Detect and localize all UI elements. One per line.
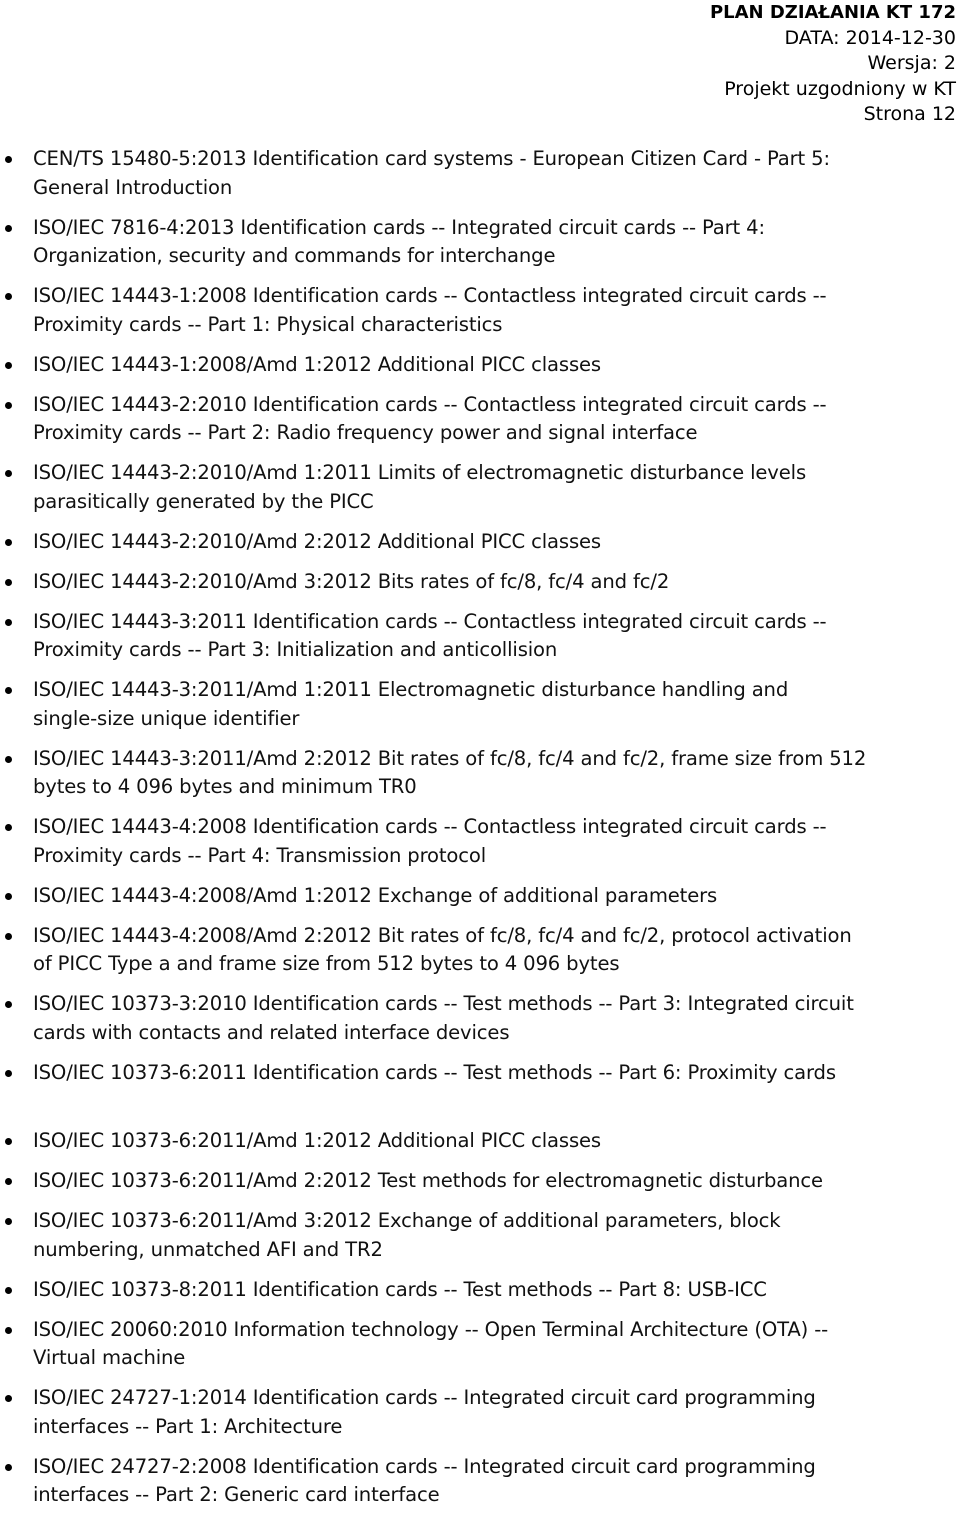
- bullet-icon: [5, 1178, 12, 1185]
- bullet-icon: [5, 293, 12, 300]
- list-item-text: ISO/IEC 24727-1:2014 Identification cards -- Integrated circuit card programming interfaces -- Part 1: Architecture: [33, 1386, 816, 1438]
- bullet-icon: [5, 619, 12, 626]
- list-item-text: ISO/IEC 14443-4:2008 Identification cards -- Contactless integrated circuit cards -- Proximity cards -- Part 4: Transmission protocol: [33, 815, 827, 867]
- list-item: [0, 568, 960, 597]
- document-date: DATA: 2014-12-30: [784, 26, 956, 49]
- list-item: [0, 145, 960, 202]
- list-item-text: ISO/IEC 14443-1:2008/Amd 1:2012 Additional PICC classes: [33, 352, 601, 376]
- bullet-icon: [5, 1218, 12, 1225]
- list-item-text: ISO/IEC 14443-3:2011 Identification cards -- Contactless integrated circuit cards -- Proximity cards -- Part 3: Initialization and anticollision: [33, 609, 827, 661]
- list-item-text: ISO/IEC 14443-4:2008/Amd 1:2012 Exchange of additional parameters: [33, 883, 718, 907]
- list-item-text: ISO/IEC 14443-3:2011/Amd 1:2011 Electromagnetic disturbance handling and single-size unique identifier: [33, 678, 789, 730]
- list-item-text: ISO/IEC 10373-8:2011 Identification cards -- Test methods -- Part 8: USB-ICC: [33, 1277, 767, 1301]
- list-item: [0, 1276, 960, 1305]
- bullet-icon: [5, 756, 12, 763]
- list-item-text: ISO/IEC 10373-6:2011/Amd 3:2012 Exchange of additional parameters, block numbering, unmatched AFI and TR2: [33, 1209, 781, 1261]
- list-item-text: ISO/IEC 14443-2:2010 Identification cards -- Contactless integrated circuit cards -- Proximity cards -- Part 2: Radio frequency power and signal interface: [33, 392, 827, 444]
- list-item: [0, 282, 960, 339]
- list-item-text: ISO/IEC 14443-2:2010/Amd 2:2012 Additional PICC classes: [33, 529, 601, 553]
- bullet-icon: [5, 1395, 12, 1402]
- list-item-text: ISO/IEC 20060:2010 Information technology -- Open Terminal Architecture (OTA) -- Virtual machine: [33, 1317, 829, 1369]
- list-item: [0, 1316, 960, 1373]
- list-item: [0, 676, 960, 733]
- list-item: [0, 745, 960, 802]
- list-item: [0, 459, 960, 516]
- list-item: [0, 1453, 960, 1510]
- list-item-text: ISO/IEC 14443-2:2010/Amd 1:2011 Limits of electromagnetic disturbance levels parasitically generated by the PICC: [33, 461, 807, 513]
- list-item-text: ISO/IEC 24727-2:2008 Identification cards -- Integrated circuit card programming interfaces -- Part 2: Generic card interface: [33, 1454, 816, 1506]
- bullet-icon: [5, 539, 12, 546]
- list-item-text: ISO/IEC 10373-6:2011/Amd 2:2012 Test methods for electromagnetic disturbance: [33, 1169, 823, 1192]
- bullet-icon: [5, 402, 12, 409]
- bullet-icon: [5, 1327, 12, 1334]
- page-number: Strona 12: [863, 103, 956, 125]
- list-item: [0, 922, 960, 979]
- bullet-icon: [5, 579, 12, 586]
- list-item-text: ISO/IEC 10373-3:2010 Identification cards -- Test methods -- Part 3: Integrated circuit cards with contacts and related interface devices: [33, 992, 854, 1044]
- list-item: [0, 1167, 960, 1196]
- list-item-text: ISO/IEC 14443-1:2008 Identification cards -- Contactless integrated circuit cards -- Proximity cards -- Part 1: Physical characteristics: [33, 284, 827, 336]
- bullet-icon: [5, 470, 12, 477]
- list-item: [0, 1384, 960, 1441]
- bullet-icon: [5, 1464, 12, 1471]
- list-item: [0, 882, 960, 911]
- plan-title: PLAN DZIAŁANIA KT 172: [709, 2, 956, 23]
- list-item-text: ISO/IEC 10373-6:2011 Identification cards -- Test methods -- Part 6: Proximity cards: [33, 1060, 836, 1084]
- bullet-icon: [5, 1138, 12, 1145]
- bullet-icon: [5, 1001, 12, 1008]
- list-item: [0, 813, 960, 870]
- page-header: [556, 0, 956, 128]
- bullet-icon: [5, 933, 12, 940]
- list-item-text: ISO/IEC 7816-4:2013 Identification cards -- Integrated circuit cards -- Part 4: Organization, security and commands for interchange: [33, 215, 765, 267]
- list-item-text: ISO/IEC 10373-6:2011/Amd 1:2012 Additional PICC classes: [33, 1129, 601, 1152]
- list-item: [0, 391, 960, 448]
- bullet-icon: [5, 893, 12, 900]
- list-item-text: ISO/IEC 14443-4:2008/Amd 2:2012 Bit rates of fc/8, fc/4 and fc/2, protocol activation of PICC Type a and frame size from 512 bytes to 4 096 bytes: [33, 923, 852, 975]
- bullet-icon: [5, 687, 12, 694]
- list-item: [0, 1127, 960, 1156]
- standards-list: [0, 145, 960, 1521]
- bullet-icon: [5, 1070, 12, 1077]
- list-item: [0, 214, 960, 271]
- bullet-icon: [5, 225, 12, 232]
- list-item: [0, 608, 960, 665]
- bullet-icon: [5, 156, 12, 163]
- document-status: Projekt uzgodniony w KT: [724, 77, 956, 100]
- bullet-icon: [5, 1287, 12, 1294]
- list-item: [0, 1207, 960, 1264]
- bullet-icon: [5, 362, 12, 369]
- list-item-text: CEN/TS 15480-5:2013 Identification card systems - European Citizen Card - Part 5: General Introduction: [33, 147, 830, 199]
- list-item-text: ISO/IEC 14443-3:2011/Amd 2:2012 Bit rates of fc/8, fc/4 and fc/2, frame size from 512 bytes to 4 096 bytes and minimum TR0: [33, 746, 867, 798]
- bullet-icon: [5, 824, 12, 831]
- document-version: Wersja: 2: [867, 52, 956, 74]
- list-item: [0, 990, 960, 1047]
- list-item: [0, 1059, 960, 1088]
- list-item-text: ISO/IEC 14443-2:2010/Amd 3:2012 Bits rates of fc/8, fc/4 and fc/2: [33, 569, 670, 593]
- list-item: [0, 528, 960, 557]
- list-item: [0, 351, 960, 380]
